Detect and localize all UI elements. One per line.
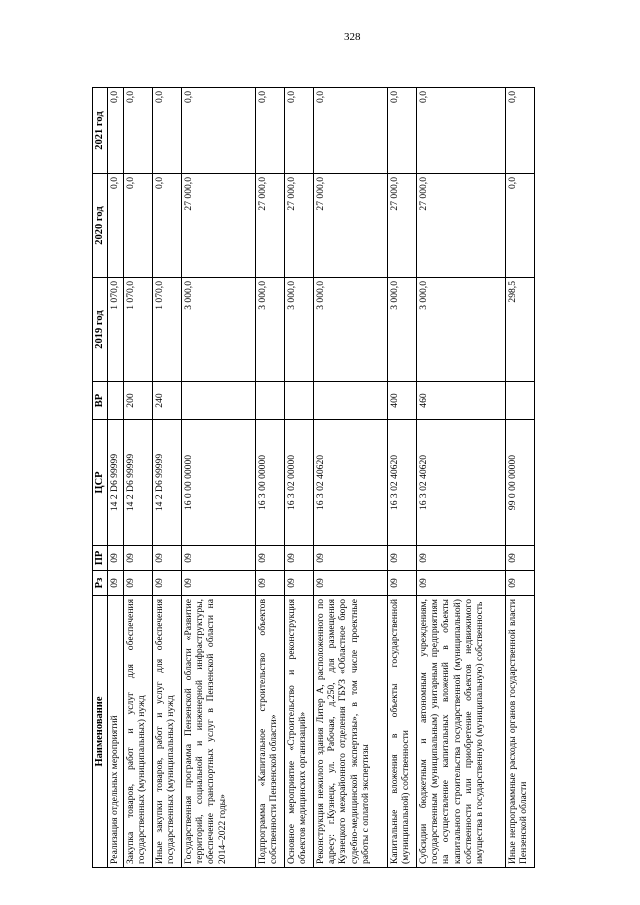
cell-2021: 0,0	[108, 88, 123, 174]
header-2020: 2020 год	[93, 174, 108, 278]
header-name: Наименование	[93, 596, 108, 868]
table-row	[387, 88, 416, 868]
header-2019: 2019 год	[93, 278, 108, 382]
cell-2020: 0,0	[152, 174, 181, 278]
cell-vr	[313, 382, 387, 420]
cell-csr: 16 3 00 00000	[255, 420, 284, 546]
cell-2020: 27 000,0	[387, 174, 416, 278]
cell-rz: 09	[284, 571, 313, 596]
table-row	[416, 88, 505, 868]
cell-name: Реализация отдельных мероприятий	[108, 596, 123, 868]
cell-2020: 0,0	[123, 174, 152, 278]
cell-pr: 09	[255, 546, 284, 571]
cell-rz: 09	[505, 571, 534, 596]
cell-csr: 14 2 D6 99999	[108, 420, 123, 546]
table-row	[181, 88, 255, 868]
cell-2019: 3 000,0	[387, 278, 416, 382]
cell-csr: 16 3 02 40620	[387, 420, 416, 546]
cell-pr: 09	[284, 546, 313, 571]
cell-csr: 16 3 02 40620	[416, 420, 505, 546]
budget-table	[92, 87, 535, 868]
cell-vr	[255, 382, 284, 420]
cell-rz: 09	[108, 571, 123, 596]
cell-csr: 99 0 00 00000	[505, 420, 534, 546]
cell-2019: 1 070,0	[108, 278, 123, 382]
cell-csr: 16 0 00 00000	[181, 420, 255, 546]
cell-name: Капитальные вложения в объекты государственной (муниципальной) собственности	[387, 596, 416, 868]
table-row	[284, 88, 313, 868]
header-csr: ЦСР	[93, 420, 108, 546]
cell-rz: 09	[152, 571, 181, 596]
table-row	[505, 88, 534, 868]
cell-name: Закупка товаров, работ и услуг для обеспечения государственных (муниципальных) нужд	[123, 596, 152, 868]
cell-2020: 27 000,0	[255, 174, 284, 278]
cell-vr: 460	[416, 382, 505, 420]
cell-pr: 09	[181, 546, 255, 571]
cell-2019: 3 000,0	[313, 278, 387, 382]
budget-table-rotated	[92, 88, 535, 868]
header-vr: ВР	[93, 382, 108, 420]
cell-pr: 09	[505, 546, 534, 571]
cell-2019: 298,5	[505, 278, 534, 382]
cell-rz: 09	[313, 571, 387, 596]
table-header-row	[93, 88, 108, 868]
cell-2020: 27 000,0	[284, 174, 313, 278]
cell-name: Субсидии бюджетным и автономным учреждениям, государственным (муниципальным) унитарным предприятиям на осуществление капитальных вложений в объекты капитального строительства государственной (муниципальной) собственности или приобретение объектов недвижимого имущества в государственную (муниципальную) собственность	[416, 596, 505, 868]
cell-2019: 3 000,0	[255, 278, 284, 382]
table-row	[152, 88, 181, 868]
cell-2019: 3 000,0	[416, 278, 505, 382]
cell-csr: 14 2 D6 99999	[152, 420, 181, 546]
cell-2021: 0,0	[313, 88, 387, 174]
cell-2021: 0,0	[152, 88, 181, 174]
budget-table-frame	[92, 88, 535, 868]
header-rz: Рз	[93, 571, 108, 596]
cell-2021: 0,0	[284, 88, 313, 174]
cell-2019: 3 000,0	[181, 278, 255, 382]
cell-2021: 0,0	[255, 88, 284, 174]
cell-2021: 0,0	[181, 88, 255, 174]
cell-csr: 16 3 02 40620	[313, 420, 387, 546]
cell-name: Государственная программа Пензенской области «Развитие территорий, социальной и инженерной инфраструктуры, обеспечение транспортных услуг в Пензенской области на 2014–2022 годы»	[181, 596, 255, 868]
page-number: 328	[344, 31, 361, 43]
cell-vr	[108, 382, 123, 420]
cell-2021: 0,0	[387, 88, 416, 174]
cell-name: Иные непрограммные расходы органов государственной власти Пензенской области	[505, 596, 534, 868]
cell-csr: 16 3 02 00000	[284, 420, 313, 546]
table-body	[108, 88, 535, 868]
cell-2019: 3 000,0	[284, 278, 313, 382]
header-2021: 2021 год	[93, 88, 108, 174]
cell-name: Реконструкция нежилого здания Литер А, расположенного по адресу: г.Кузнецк, ул. Рабочая, д.250, для размещения Кузнецкого межрайонного отделения ГБУЗ «Областное бюро судебно-медицинской экспертизы», в том числе проектные работы с оплатой экспертизы	[313, 596, 387, 868]
header-pr: ПР	[93, 546, 108, 571]
cell-rz: 09	[181, 571, 255, 596]
table-row	[123, 88, 152, 868]
cell-rz: 09	[416, 571, 505, 596]
cell-vr: 200	[123, 382, 152, 420]
table-row	[313, 88, 387, 868]
cell-vr: 240	[152, 382, 181, 420]
cell-2021: 0,0	[416, 88, 505, 174]
cell-2020: 0,0	[108, 174, 123, 278]
cell-2020: 0,0	[505, 174, 534, 278]
cell-csr: 14 2 D6 99999	[123, 420, 152, 546]
cell-rz: 09	[387, 571, 416, 596]
cell-vr	[284, 382, 313, 420]
cell-pr: 09	[416, 546, 505, 571]
cell-name: Основное мероприятие «Строительство и реконструкция объектов медицинских организаций»	[284, 596, 313, 868]
cell-2020: 27 000,0	[416, 174, 505, 278]
cell-2020: 27 000,0	[181, 174, 255, 278]
cell-pr: 09	[152, 546, 181, 571]
cell-2019: 1 070,0	[123, 278, 152, 382]
cell-vr	[181, 382, 255, 420]
table-row	[255, 88, 284, 868]
cell-name: Иные закупки товаров, работ и услуг для обеспечения государственных (муниципальных) нужд	[152, 596, 181, 868]
cell-name: Подпрограмма «Капитальное строительство объектов собственности Пензенской области»	[255, 596, 284, 868]
cell-pr: 09	[108, 546, 123, 571]
cell-2021: 0,0	[505, 88, 534, 174]
cell-pr: 09	[123, 546, 152, 571]
cell-2021: 0,0	[123, 88, 152, 174]
cell-2019: 1 070,0	[152, 278, 181, 382]
cell-rz: 09	[255, 571, 284, 596]
table-row	[108, 88, 123, 868]
cell-pr: 09	[387, 546, 416, 571]
cell-2020: 27 000,0	[313, 174, 387, 278]
cell-rz: 09	[123, 571, 152, 596]
cell-vr: 400	[387, 382, 416, 420]
cell-vr	[505, 382, 534, 420]
cell-pr: 09	[313, 546, 387, 571]
